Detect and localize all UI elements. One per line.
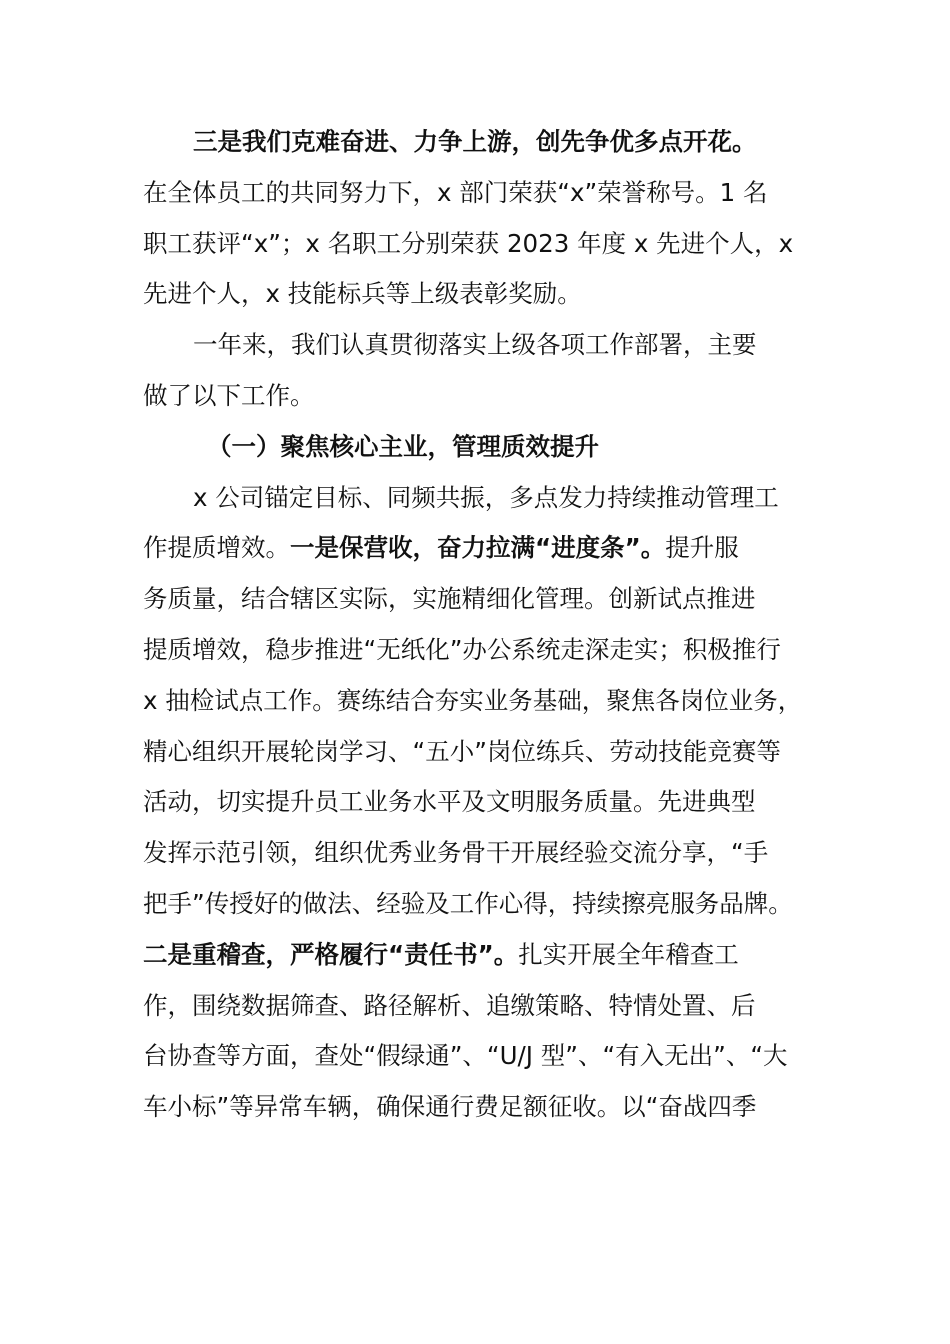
- text-line: [143, 930, 823, 981]
- text-run: 先进个人，x 技能标兵等上级表彰奖励。: [143, 279, 582, 309]
- text-line: [143, 523, 823, 574]
- text-run: 作，围绕数据筛查、路径解析、追缴策略、特情处置、后: [143, 990, 756, 1020]
- text-run: x 抽检试点工作。赛练结合夯实业务基础，聚焦各岗位业务，: [143, 685, 803, 715]
- text-line: [143, 269, 823, 320]
- bold-text-run: 三是我们克难奋进、力争上游，创先争优多点开花。: [193, 127, 757, 156]
- text-line: [143, 676, 823, 727]
- text-run: 做了以下工作。: [143, 380, 315, 410]
- text-run: 务质量，结合辖区实际，实施精细化管理。创新试点推进: [143, 584, 756, 614]
- text-run: 扎实开展全年稽查工: [518, 939, 739, 969]
- text-run: 提升服: [665, 533, 739, 563]
- bold-text-run: 一是保营收，奋力拉满“进度条”。: [290, 533, 666, 563]
- text-line: [143, 1031, 823, 1082]
- text-run: 台协查等方面，查处“假绿通”、“U/J 型”、“有入无出”、“大: [143, 1041, 788, 1071]
- text-line: [143, 727, 823, 778]
- text-run: 活动，切实提升员工业务水平及文明服务质量。先进典型: [143, 787, 756, 817]
- text-run: 车小标”等异常车辆，确保通行费足额征收。以“奋战四季: [143, 1092, 757, 1122]
- text-line: [143, 574, 823, 625]
- section-heading: [143, 422, 823, 473]
- text-line: [143, 879, 823, 930]
- text-line: [143, 1082, 823, 1133]
- text-line: [143, 981, 823, 1032]
- text-line: [143, 219, 823, 270]
- text-line: [143, 473, 823, 524]
- text-run: 发挥示范引领，组织优秀业务骨干开展经验交流分享，“手: [143, 838, 769, 868]
- text-run: 职工获评“x”；x 名职工分别荣获 2023 年度 x 先进个人，x: [143, 228, 794, 258]
- text-run: 在全体员工的共同努力下，x 部门荣获“x”荣誉称号。1 名: [143, 177, 768, 207]
- text-run: x 公司锚定目标、同频共振，多点发力持续推动管理工: [193, 482, 779, 512]
- text-line: [143, 168, 823, 219]
- text-run: 提质增效，稳步推进“无纸化”办公系统走深走实；积极推行: [143, 634, 781, 664]
- bold-text-run: 二是重稽查，严格履行“责任书”。: [143, 939, 519, 969]
- text-line: [143, 777, 823, 828]
- text-run: 精心组织开展轮岗学习、“五小”岗位练兵、劳动技能竞赛等: [143, 736, 781, 766]
- text-line: [143, 320, 823, 371]
- text-line: [143, 371, 823, 422]
- document-body: [143, 117, 823, 1133]
- text-line: [143, 625, 823, 676]
- text-line: [143, 828, 823, 879]
- text-run: 作提质增效。: [143, 533, 290, 563]
- text-run: 把手”传授好的做法、经验及工作心得，持续擦亮服务品牌。: [143, 888, 793, 918]
- text-run: 一年来，我们认真贯彻落实上级各项工作部署，主要: [193, 330, 757, 360]
- bold-text-run: （一）聚焦核心主业，管理质效提升: [207, 431, 599, 461]
- text-line: [143, 117, 823, 168]
